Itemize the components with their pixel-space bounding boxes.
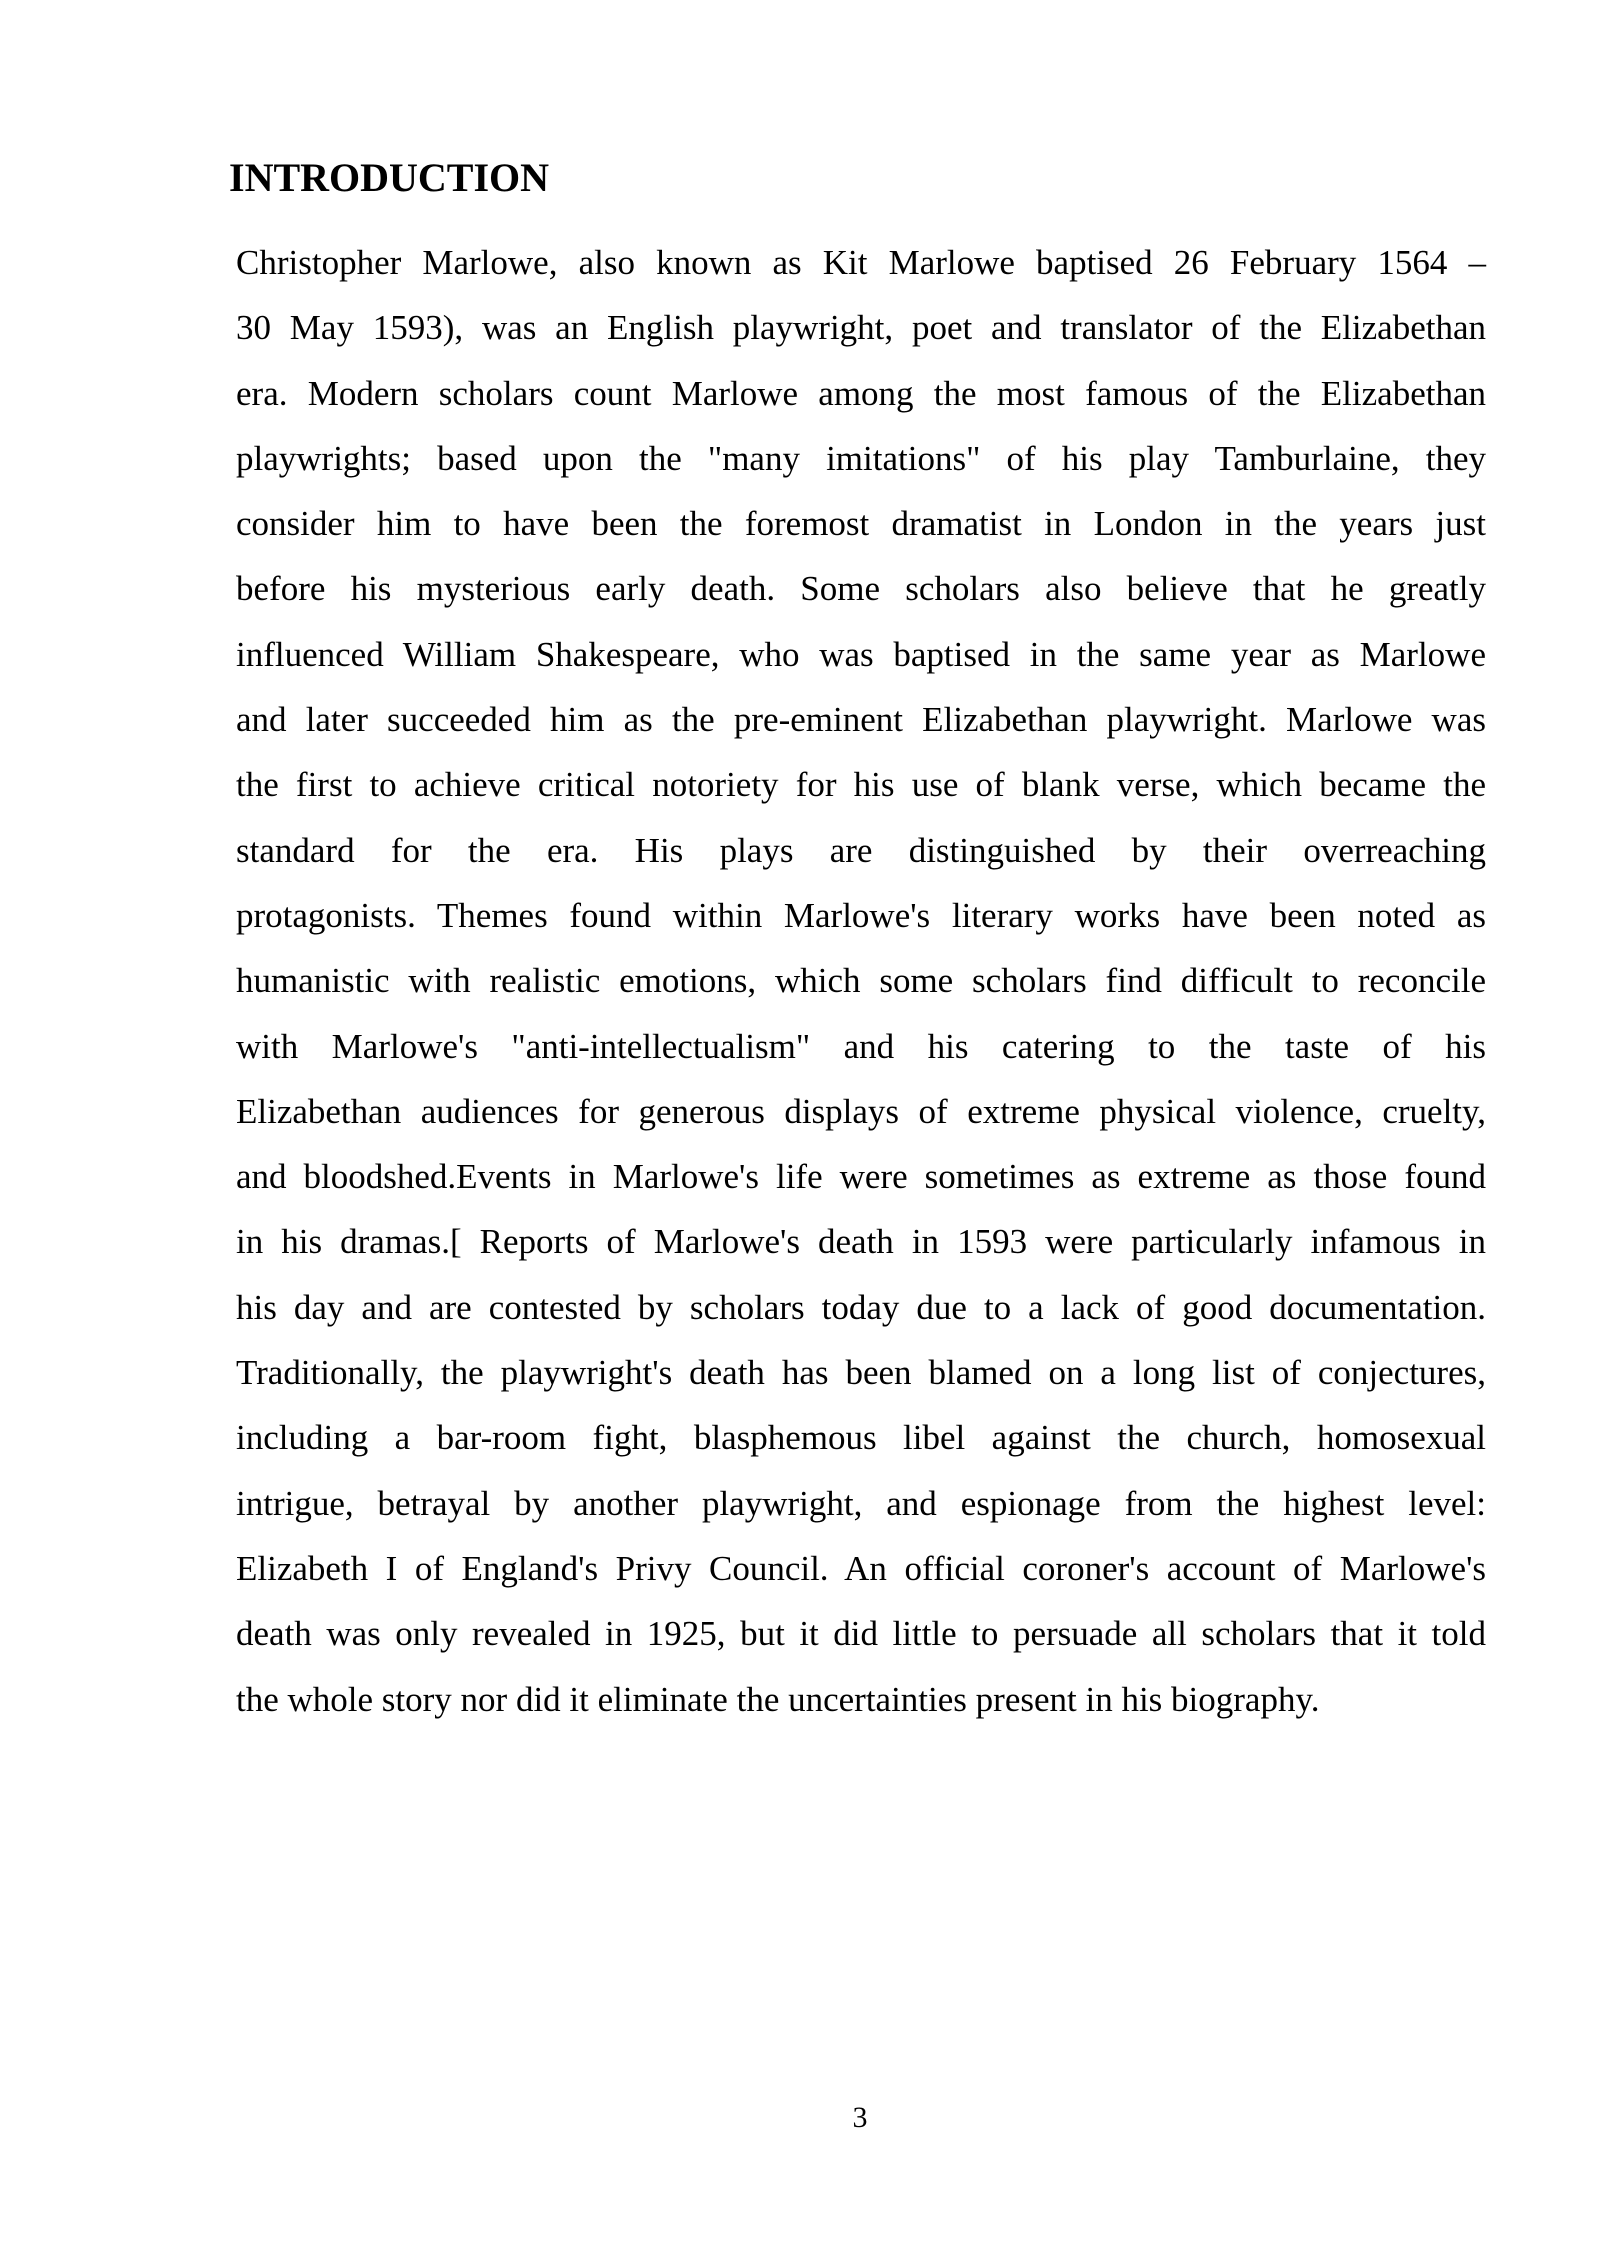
paragraph-line: protagonists. Themes found within Marlowe's literary works have been noted as — [236, 895, 1486, 935]
paragraph-line: humanistic with realistic emotions, which some scholars find difficult to reconcile — [236, 961, 1486, 1001]
paragraph-line: consider him to have been the foremost dramatist in London in the years just — [236, 504, 1486, 544]
page-number: 3 — [852, 2101, 868, 2134]
section-heading: INTRODUCTION — [229, 155, 550, 200]
paragraph-line: standard for the era. His plays are distinguished by their overreaching — [236, 830, 1486, 870]
paragraph-line: the whole story nor did it eliminate the uncertainties present in his biography. — [236, 1679, 1320, 1719]
paragraph-line: the first to achieve critical notoriety for his use of blank verse, which became the — [236, 765, 1486, 805]
paragraph-line: Traditionally, the playwright's death has been blamed on a long list of conjectures, — [236, 1353, 1486, 1393]
paragraph-line: Christopher Marlowe, also known as Kit Marlowe baptised 26 February 1564 – — [236, 243, 1486, 282]
paragraph-line: before his mysterious early death. Some scholars also believe that he greatly — [236, 569, 1486, 609]
paragraph-line: era. Modern scholars count Marlowe among the most famous of the Elizabethan — [236, 373, 1486, 413]
paragraph-line: and bloodshed.Events in Marlowe's life were sometimes as extreme as those found — [236, 1157, 1486, 1197]
paragraph-line: Elizabethan audiences for generous displays of extreme physical violence, cruelty, — [236, 1091, 1486, 1131]
paragraph-line: his day and are contested by scholars today due to a lack of good documentation. — [236, 1287, 1486, 1327]
paragraph-line: influenced William Shakespeare, who was baptised in the same year as Marlowe — [236, 634, 1486, 674]
paragraph-line: with Marlowe's "anti-intellectualism" and his catering to the taste of his — [236, 1026, 1486, 1066]
paragraph-line: death was only revealed in 1925, but it did little to persuade all scholars that it told — [236, 1614, 1486, 1654]
paragraph-line: 30 May 1593), was an English playwright, poet and translator of the Elizabethan — [236, 308, 1486, 348]
paragraph-line: and later succeeded him as the pre-eminent Elizabethan playwright. Marlowe was — [236, 700, 1486, 740]
body-paragraph — [236, 235, 1486, 1737]
paragraph-line: Elizabeth I of England's Privy Council. An official coroner's account of Marlowe's — [236, 1548, 1486, 1588]
paragraph-line: intrigue, betrayal by another playwright, and espionage from the highest level: — [236, 1483, 1486, 1523]
paragraph-line: playwrights; based upon the "many imitations" of his play Tamburlaine, they — [236, 438, 1486, 478]
paragraph-line: including a bar-room fight, blasphemous libel against the church, homosexual — [236, 1418, 1486, 1458]
paragraph-line: in his dramas.[ Reports of Marlowe's death in 1593 were particularly infamous in — [236, 1222, 1486, 1262]
